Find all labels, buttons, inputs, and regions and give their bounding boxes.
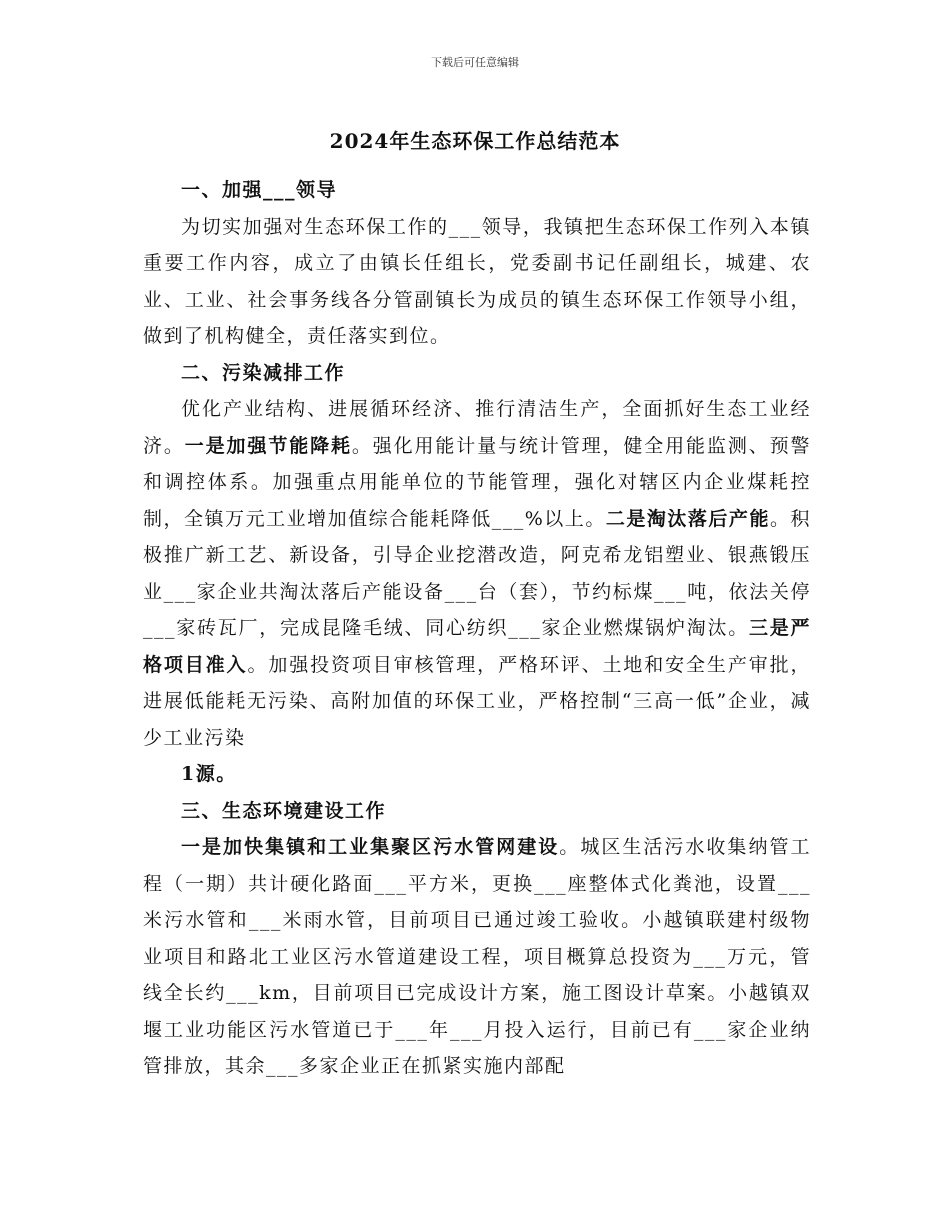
s2-text-2: 。强化用能计量与统计管理，健全用能监测、预警和调控体系。加强重点用能单位的节能管理，强化对辖区内企业煤耗控制，全镇万元工业增加值综合能耗降低___%以上。 (143, 434, 811, 530)
s2-text-3: 。积极推广新工艺、新设备，引导企业挖潜改造，阿克希龙铝塑业、银燕锻压业___家企业共淘汰落后产能设备___台（套），节约标煤___吨，依法关停___家砖瓦厂，完成昆隆毛绒、同心纺织___家企业燃煤锅炉淘汰。 (143, 507, 811, 639)
s2-text-1: 优化产业结构、进展循环经济、推行清洁生产，全面抓好生态工业经济。 (143, 398, 811, 457)
document-title: 2024年生态环保工作总结范本 (329, 129, 621, 153)
page-header: 下载后可任意编辑 (431, 56, 519, 69)
section-2-heading: 二、污染减排工作 (181, 361, 346, 384)
section-1-paragraph: 为切实加强对生态环保工作的___领导，我镇把生态环保工作列入本镇重要工作内容，成立了由镇长任组长，党委副书记任副组长，城建、农业、工业、社会事务线各分管副镇长为成员的镇生态环保工作领导小组，做到了机构健全，责任落实到位。 (143, 215, 811, 347)
section-1-heading: 一、加强___领导 (181, 179, 338, 201)
section-3-paragraph (143, 829, 811, 1085)
section-2-paragraph (143, 391, 811, 756)
section-3-heading: 三、生态环境建设工作 (181, 799, 387, 822)
s3-text-1: 。城区生活污水收集纳管工程（一期）共计硬化路面___平方米，更换___座整体式化粪池，设置___米污水管和___米雨水管，目前项目已通过竣工验收。小越镇联建村级物业项目和路北工业区污水管道建设工程，项目概算总投资为___万元，管线全长约___km，目前项目已完成设计方案，施工图设计草案。小越镇双堰工业功能区污水管道已于___年___月投入运行，目前已有___家企业纳管排放，其余___多家企业正在抓紧实施内部配 (143, 836, 811, 1077)
s3-bold-1: 一是加快集镇和工业集聚区污水管网建设 (181, 836, 560, 858)
document-body (143, 172, 811, 1085)
s2-text-4: 。加强投资项目审核管理，严格环评、土地和安全生产审批，进展低能耗无污染、高附加值的环保工业，严格控制“三高一低”企业，减少工业污染 (143, 653, 811, 749)
s2-bold-3: 三是严格项目准入 (143, 617, 811, 676)
s2-bold-2: 二是淘汰落后产能 (605, 507, 770, 530)
s2-bold-1: 一是加强节能降耗 (184, 434, 352, 457)
section-2-stray-line: 1源。 (181, 763, 237, 785)
